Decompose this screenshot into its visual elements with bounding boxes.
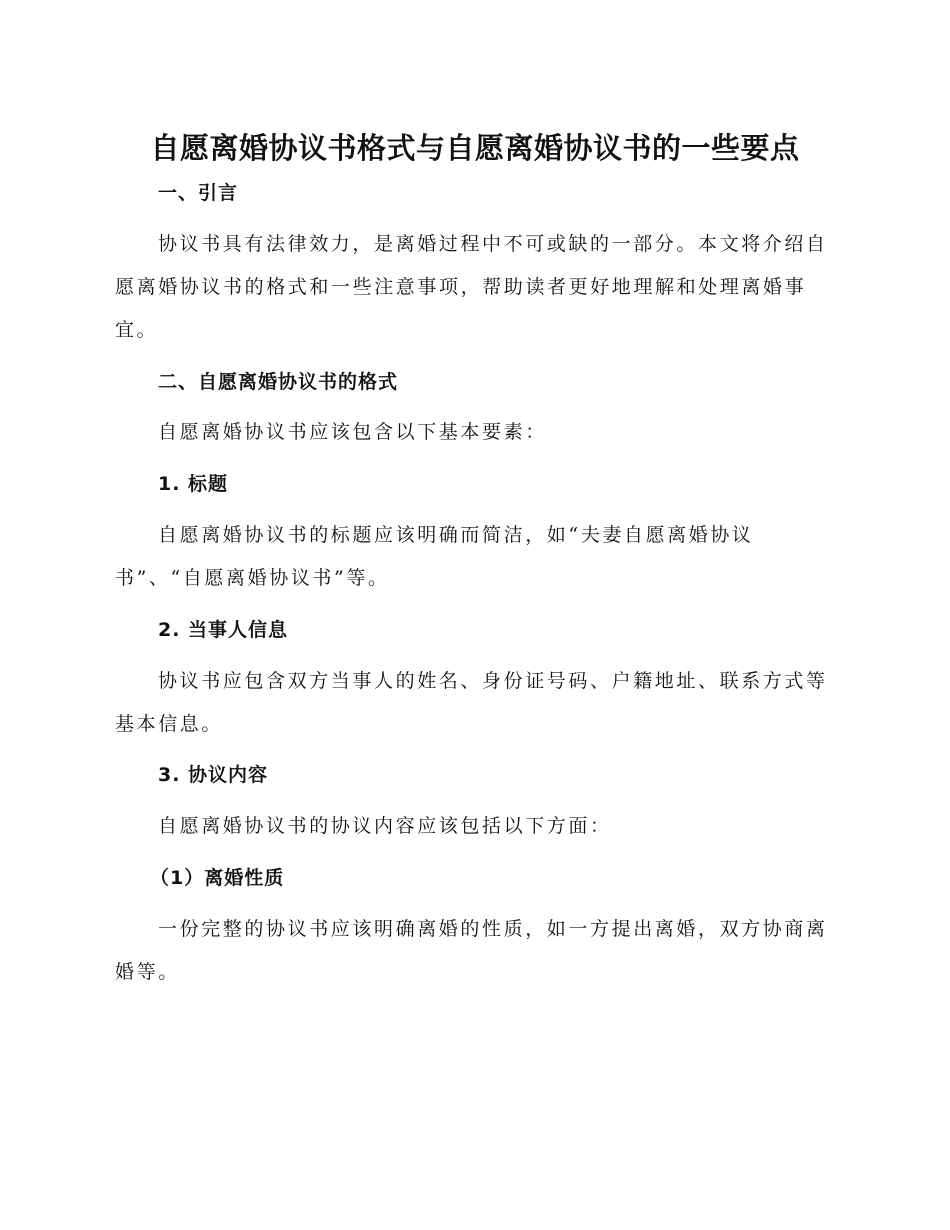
paragraph-nature: 一份完整的协议书应该明确离婚的性质，如一方提出离婚，双方协商离婚等。 (115, 918, 828, 983)
section-heading-intro: 一、引言 (158, 182, 239, 204)
paragraph-content: 自愿离婚协议书的协议内容应该包括以下方面： (158, 815, 612, 837)
paragraph-parties: 协议书应包含双方当事人的姓名、身份证号码、户籍地址、联系方式等基本信息。 (115, 670, 828, 735)
document-title: 自愿离婚协议书格式与自愿离婚协议书的一些要点 (150, 131, 800, 165)
subheading-title: 1. 标题 (158, 473, 229, 495)
paragraph-title: 自愿离婚协议书的标题应该明确而简洁，如“夫妻自愿离婚协议书”、“自愿离婚协议书”等。 (115, 524, 754, 589)
subheading-content: 3. 协议内容 (158, 764, 269, 786)
paragraph-intro: 协议书具有法律效力，是离婚过程中不可或缺的一部分。本文将介绍自愿离婚协议书的格式和一些注意事项，帮助读者更好地理解和处理离婚事宜。 (115, 233, 828, 341)
subheading-parties: 2. 当事人信息 (158, 619, 289, 641)
section-heading-format: 二、自愿离婚协议书的格式 (158, 371, 399, 393)
paragraph-format: 自愿离婚协议书应该包含以下基本要素： (158, 421, 547, 443)
subheading-nature: （1）离婚性质 (150, 867, 285, 889)
